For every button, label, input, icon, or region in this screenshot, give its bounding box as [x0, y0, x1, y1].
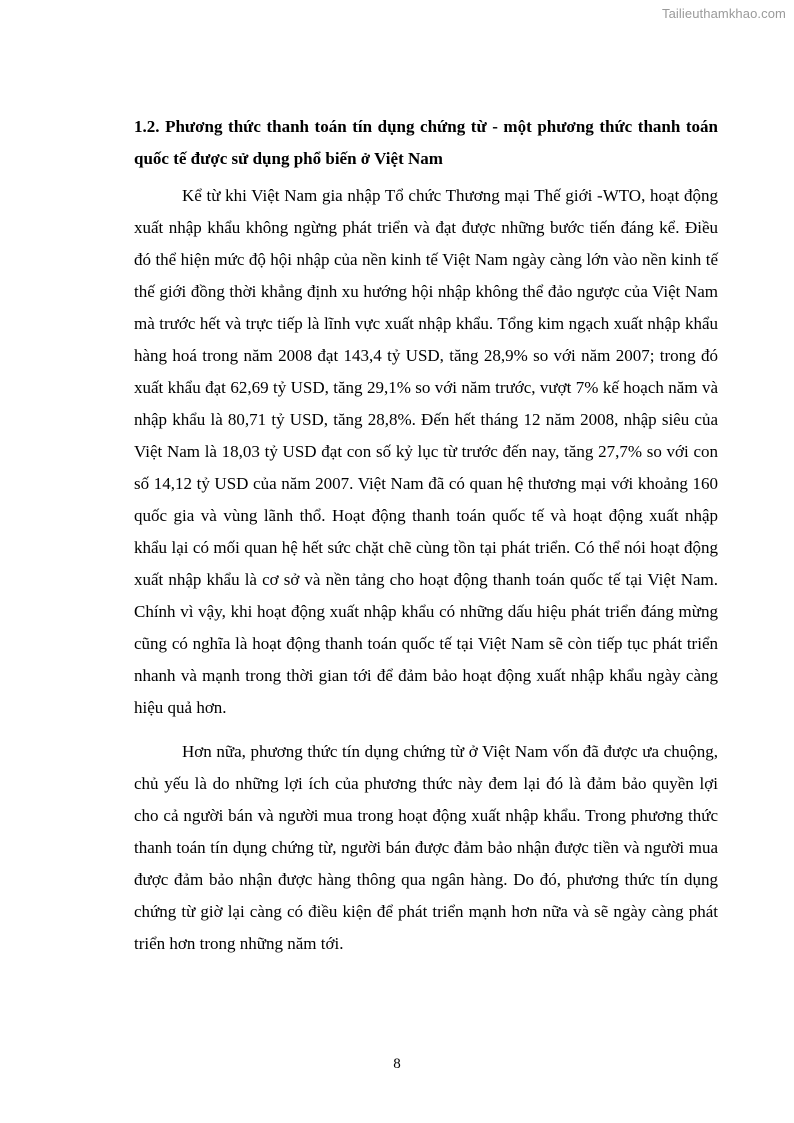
paragraph: Hơn nữa, phương thức tín dụng chứng từ ở Việt Nam vốn đã được ưa chuộng, chủ yếu là do những lợi ích của phương thức này đem lại đó là đảm bảo quyền lợi cho cả người bán và người mua trong hoạt động xuất nhập khẩu. Trong phương thức thanh toán tín dụng chứng từ, người bán được đảm bảo nhận được tiền và người mua được đảm bảo nhận được hàng thông qua ngân hàng. Do đó, phương thức tín dụng chứng từ giờ lại càng có điều kiện để phát triển mạnh hơn nữa và sẽ ngày càng phát triển hơn trong những năm tới. — [134, 742, 718, 953]
watermark-text: Tailieuthamkhao.com — [661, 6, 786, 21]
paragraph: Kể từ khi Việt Nam gia nhập Tổ chức Thương mại Thế giới -WTO, hoạt động xuất nhập khẩu không ngừng phát triển và đạt được những bước tiến đáng kể. Điều đó thể hiện mức độ hội nhập của nền kinh tế Việt Nam ngày càng lớn vào nền kinh tế thế giới đồng thời khẳng định xu hướng hội nhập không thể đảo ngược của Việt Nam mà trước hết và trực tiếp là lĩnh vực xuất nhập khẩu. Tổng kim ngạch xuất nhập khẩu hàng hoá trong năm 2008 đạt 143,4 tỷ USD, tăng 28,9% so với năm 2007; trong đó xuất khẩu đạt 62,69 tỷ USD, tăng 29,1% so với năm trước, vượt 7% kế hoạch năm và nhập khẩu là 80,71 tỷ USD, tăng 28,8%. Đến hết tháng 12 năm 2008, nhập siêu của Việt Nam là 18,03 tỷ USD đạt con số kỷ lục từ trước đến nay, tăng 27,7% so với con số 14,12 tỷ USD của năm 2007. Việt Nam đã có quan hệ thương mại với khoảng 160 quốc gia và vùng lãnh thổ. Hoạt động thanh toán quốc tế và hoạt động xuất nhập khẩu lại có mối quan hệ hết sức chặt chẽ cùng tồn tại phát triển. Có thể nói hoạt động xuất nhập khẩu là cơ sở và nền tảng cho hoạt động thanh toán quốc tế tại Việt Nam. Chính vì vậy, khi hoạt động xuất nhập khẩu có những dấu hiệu phát triển đáng mừng cũng có nghĩa là hoạt động thanh toán quốc tế tại Việt Nam sẽ còn tiếp tục phát triển nhanh và mạnh trong thời gian tới để đảm bảo hoạt động xuất nhập khẩu ngày càng hiệu quả hơn. — [134, 186, 718, 717]
section-heading: 1.2. Phương thức thanh toán tín dụng chứng từ - một phương thức thanh toán quốc tế được sử dụng phổ biến ở Việt Nam — [134, 117, 718, 168]
page-number: 8 — [393, 1056, 401, 1072]
document-body — [134, 111, 718, 960]
